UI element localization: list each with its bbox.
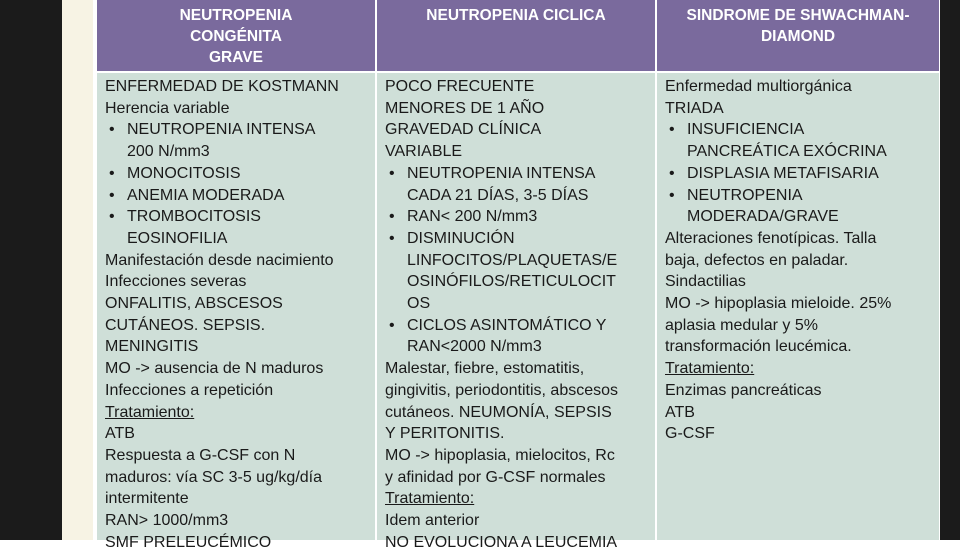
text-line: Enfermedad multiorgánica — [665, 78, 852, 95]
header-text: NEUTROPENIA CONGÉNITA GRAVE — [179, 7, 293, 66]
text-line: MENORES DE 1 AÑO — [385, 99, 545, 117]
text-line: Manifestación desde nacimiento — [105, 251, 334, 269]
text-line: Respuesta a G-CSF con N — [105, 446, 296, 464]
bullet-continuation: LINFOCITOS/PLAQUETAS/E — [407, 251, 618, 269]
header-congenital-neutropenia — [97, 0, 375, 71]
text-line: cutáneos. NEUMONÍA, SEPSIS — [385, 403, 612, 421]
text-line: POCO FRECUENTE — [385, 78, 535, 95]
header-shwachman-diamond — [657, 0, 939, 71]
left-decorative-bar — [0, 0, 93, 540]
text-line: Y PERITONITIS. — [385, 425, 505, 443]
text-line: Infecciones a repetición — [105, 381, 274, 399]
bullet-continuation: OSINÓFILOS/RETICULOCIT — [407, 273, 616, 291]
text-line: SMF PRELEUCÉMICO — [105, 533, 272, 551]
bullet-item: • CICLOS ASINTOMÁTICO Y — [385, 315, 651, 337]
text-line: VARIABLE — [385, 143, 463, 161]
treatment-heading: Tratamiento: — [105, 403, 195, 421]
text-line: aplasia medular y 5% — [665, 316, 818, 334]
header-cyclic-neutropenia — [377, 0, 655, 71]
text-line: MO -> hipoplasia, mielocitos, Rc — [385, 446, 615, 464]
header-text: NEUTROPENIA CICLICA — [426, 7, 606, 24]
body-congenital-neutropenia — [97, 73, 375, 551]
bullet-continuation: OS — [407, 295, 431, 313]
header-text: SINDROME DE SHWACHMAN- DIAMOND — [686, 7, 910, 45]
text-line: RAN> 1000/mm3 — [105, 512, 229, 530]
treatment-heading: Tratamiento: — [665, 360, 755, 378]
bullet-continuation: 200 N/mm3 — [127, 143, 210, 161]
bullet-item: • NEUTROPENIA INTENSA — [105, 119, 371, 141]
text-line: Sindactilias — [665, 273, 746, 291]
text-line: gingivitis, periodontitis, abscesos — [385, 381, 619, 399]
text-line: ATB — [105, 425, 135, 443]
bullet-item: • TROMBOCITOSIS — [105, 206, 371, 228]
bullet-item: • INSUFICIENCIA — [665, 119, 935, 141]
text-line: NO EVOLUCIONA A LEUCEMIA — [385, 533, 618, 551]
text-line: MO -> ausencia de N maduros — [105, 360, 324, 378]
bullet-item: • ANEMIA MODERADA — [105, 185, 371, 207]
text-line: GRAVEDAD CLÍNICA — [385, 121, 542, 139]
text-line: transformación leucémica. — [665, 338, 852, 356]
text-line: ONFALITIS, ABSCESOS — [105, 295, 283, 313]
bullet-continuation: RAN<2000 N/mm3 — [407, 338, 542, 356]
text-line: ATB — [665, 403, 695, 421]
left-cream-stripe — [62, 0, 93, 540]
text-line: Herencia variable — [105, 99, 230, 117]
treatment-heading: Tratamiento: — [385, 490, 475, 508]
text-line: CUTÁNEOS. SEPSIS. — [105, 316, 266, 334]
bullet-item: • DISMINUCIÓN — [385, 228, 651, 250]
text-line: MENINGITIS — [105, 338, 199, 356]
text-line: intermitente — [105, 490, 189, 508]
bullet-item: • NEUTROPENIA INTENSA — [385, 163, 651, 185]
bullet-item: • MONOCITOSIS — [105, 163, 371, 185]
bullet-continuation: PANCREÁTICA EXÓCRINA — [687, 143, 887, 161]
text-line: Alteraciones fenotípicas. Talla — [665, 229, 877, 247]
right-decorative-bar — [940, 0, 960, 540]
bullet-item: • RAN< 200 N/mm3 — [385, 206, 651, 228]
text-line: Infecciones severas — [105, 273, 247, 291]
text-line: MO -> hipoplasia mieloide. 25% — [665, 295, 892, 313]
text-line: Malestar, fiebre, estomatitis, — [385, 360, 585, 378]
left-dark-stripe — [0, 0, 62, 540]
bullet-item: • DISPLASIA METAFISARIA — [665, 163, 935, 185]
text-line: y afinidad por G-CSF normales — [385, 468, 606, 486]
bullet-continuation: CADA 21 DÍAS, 3-5 DÍAS — [407, 186, 589, 204]
text-line: TRIADA — [665, 99, 724, 117]
bullet-continuation: EOSINOFILIA — [127, 229, 228, 247]
text-line: ENFERMEDAD DE KOSTMANN — [105, 78, 339, 95]
body-shwachman-diamond — [657, 73, 939, 540]
text-line: Enzimas pancreáticas — [665, 381, 822, 399]
bullet-item: • NEUTROPENIA — [665, 185, 935, 207]
comparison-table — [97, 0, 939, 551]
text-line: maduros: vía SC 3-5 ug/kg/día — [105, 468, 322, 486]
bullet-continuation: MODERADA/GRAVE — [687, 208, 839, 226]
text-line: Idem anterior — [385, 512, 480, 530]
text-line: G-CSF — [665, 425, 715, 443]
body-cyclic-neutropenia — [377, 73, 655, 551]
text-line: baja, defectos en paladar. — [665, 251, 849, 269]
